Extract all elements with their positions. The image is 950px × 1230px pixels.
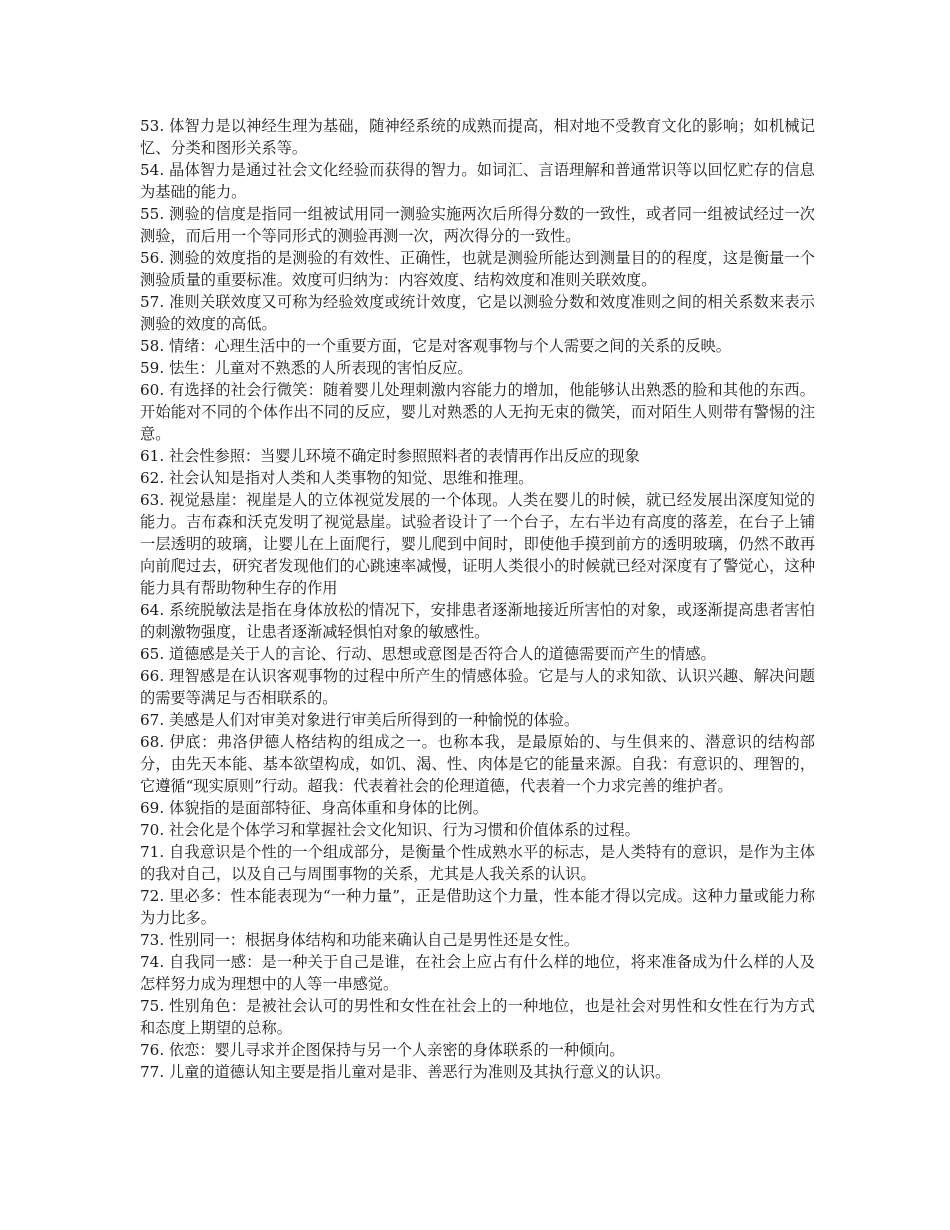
entry-70: 70. 社会化是个体学习和掌握社会文化知识、行为习惯和价值体系的过程。	[140, 821, 640, 839]
entry-73: 73. 性别同一：根据身体结构和功能来确认自己是男性还是女性。	[140, 931, 580, 949]
entry-54: 54. 晶体智力是通过社会文化经验而获得的智力。如词汇、言语理解和普通常识等以回忆贮存的信息为基础的能力。	[140, 161, 815, 201]
entry-62: 62. 社会认知是指对人类和人类事物的知觉、思维和推理。	[140, 469, 534, 487]
entry-75: 75. 性别角色：是被社会认可的男性和女性在社会上的一种地位，也是社会对男性和女性在行为方式和态度上期望的总称。	[140, 997, 815, 1037]
entry-63: 63. 视觉悬崖：视崖是人的立体视觉发展的一个体现。人类在婴儿的时候，就已经发展出深度知觉的能力。吉布森和沃克发明了视觉悬崖。试验者设计了一个台子，左右半边有高度的落差，在台子上铺一层透明的玻璃，让婴儿在上面爬行，婴儿爬到中间时，即使他手摸到前方的透明玻璃，仍然不敢再向前爬过去，研究者发现他们的心跳速率减慢，证明人类很小的时候就已经对深度有了警觉心，这种能力具有帮助物种生存的作用	[140, 491, 815, 597]
document-body	[140, 115, 815, 1083]
entry-76: 76. 依恋：婴儿寻求并企图保持与另一个人亲密的身体联系的一种倾向。	[140, 1041, 625, 1059]
entry-65: 65. 道德感是关于人的言论、行动、思想或意图是否符合人的道德需要而产生的情感。	[140, 645, 716, 663]
entry-57: 57. 准则关联效度又可称为经验效度或统计效度，它是以测验分数和效度准则之间的相关系数来表示测验的效度的高低。	[140, 293, 815, 333]
entry-56: 56. 测验的效度指的是测验的有效性、正确性，也就是测验所能达到测量目的的程度，这是衡量一个测验质量的重要标准。效度可归纳为：内容效度、结构效度和准则关联效度。	[140, 249, 815, 289]
entry-69: 69. 体貌指的是面部特征、身高体重和身体的比例。	[140, 799, 488, 817]
entry-72: 72. 里必多：性本能表现为“一种力量”，正是借助这个力量，性本能才得以完成。这种力量或能力称为力比多。	[140, 887, 815, 927]
entry-61: 61. 社会性参照：当婴儿环境不确定时参照照料者的表情再作出反应的现象	[140, 447, 640, 465]
entry-77: 77. 儿童的道德认知主要是指儿童对是非、善恶行为准则及其执行意义的认识。	[140, 1063, 671, 1081]
entry-59: 59. 怯生：儿童对不熟悉的人所表现的害怕反应。	[140, 359, 473, 377]
entry-64: 64. 系统脱敏法是指在身体放松的情况下，安排患者逐渐地接近所害怕的对象，或逐渐提高患者害怕的刺激物强度，让患者逐渐减轻惧怕对象的敏感性。	[140, 601, 815, 641]
entry-53: 53. 体智力是以神经生理为基础，随神经系统的成熟而提高，相对地不受教育文化的影响；如机械记忆、分类和图形关系等。	[140, 117, 815, 157]
entry-74: 74. 自我同一感：是一种关于自己是谁，在社会上应占有什么样的地位，将来准备成为什么样的人及怎样努力成为理想中的人等一串感觉。	[140, 953, 815, 993]
entry-68: 68. 伊底：弗洛伊德人格结构的组成之一。也称本我，是最原始的、与生俱来的、潜意识的结构部分，由先天本能、基本欲望构成，如饥、渴、性、肉体是它的能量来源。自我：有意识的、理智的，它遵循“现实原则”行动。超我：代表着社会的伦理道德，代表着一个力求完善的维护者。	[140, 733, 815, 795]
entry-67: 67. 美感是人们对审美对象进行审美后所得到的一种愉悦的体验。	[140, 711, 580, 729]
entry-71: 71. 自我意识是个性的一个组成部分，是衡量个性成熟水平的标志，是人类特有的意识，是作为主体的我对自己，以及自己与周围事物的关系，尤其是人我关系的认识。	[140, 843, 815, 883]
entry-58: 58. 情绪：心理生活中的一个重要方面，它是对客观事物与个人需要之间的关系的反映。	[140, 337, 731, 355]
entry-60: 60. 有选择的社会行微笑：随着婴儿处理刺激内容能力的增加，他能够认出熟悉的脸和其他的东西。开始能对不同的个体作出不同的反应，婴儿对熟悉的人无拘无束的微笑，而对陌生人则带有警惕的注意。	[140, 381, 815, 443]
entry-55: 55. 测验的信度是指同一组被试用同一测验实施两次后所得分数的一致性，或者同一组被试经过一次测验，而后用一个等同形式的测验再测一次，两次得分的一致性。	[140, 205, 815, 245]
entry-66: 66. 理智感是在认识客观事物的过程中所产生的情感体验。它是与人的求知欲、认识兴趣、解决问题的需要等满足与否相联系的。	[140, 667, 815, 707]
